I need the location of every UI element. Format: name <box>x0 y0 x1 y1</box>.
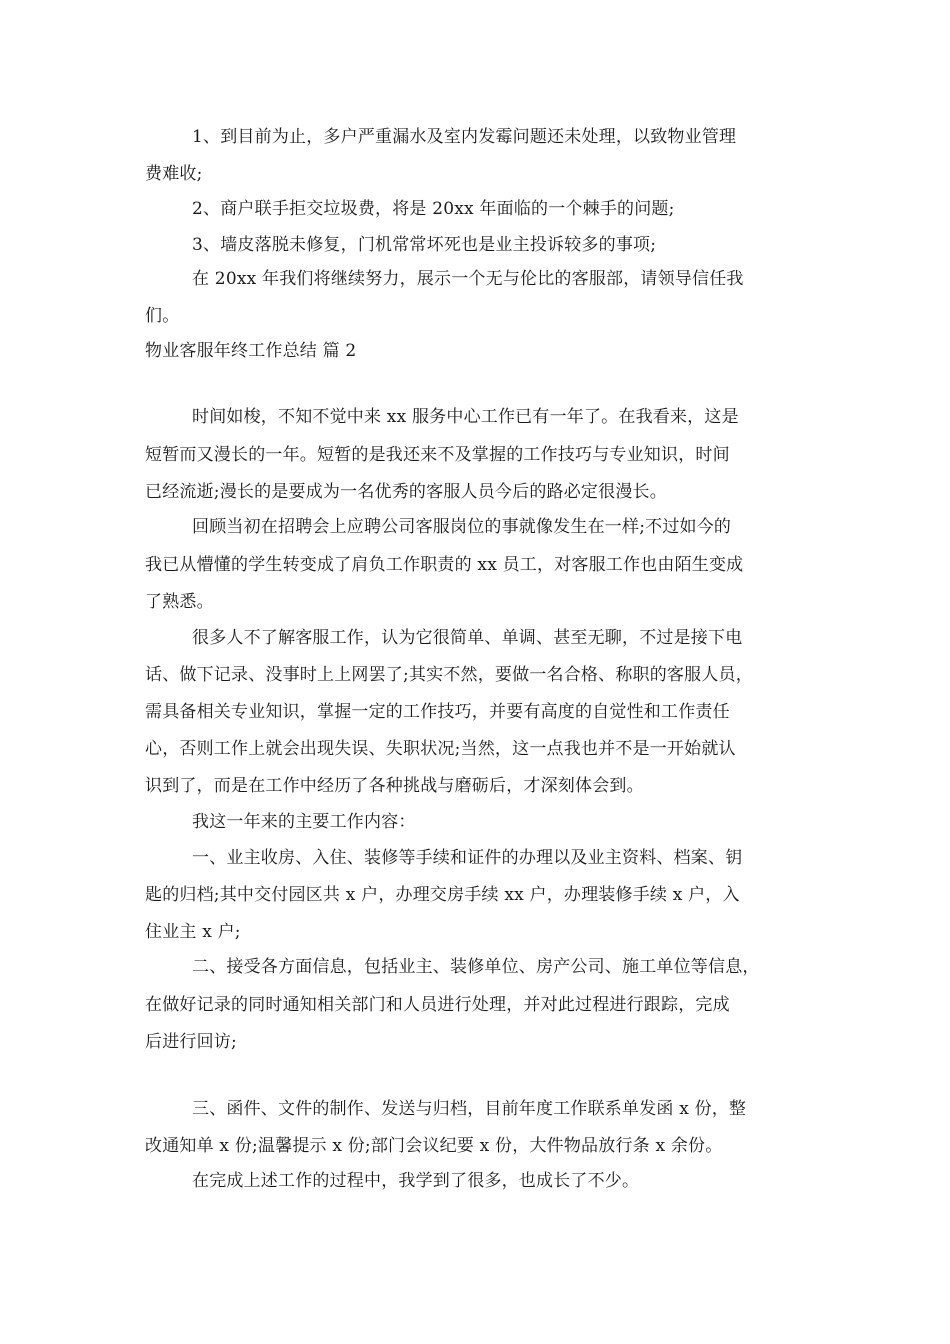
text-line: 在完成上述工作的过程中，我学到了很多，也成长了不少。 <box>192 1171 640 1191</box>
text-line: 1、到目前为止，多户严重漏水及室内发霉问题还未处理，以致物业管理 <box>192 127 737 147</box>
text-line: 改通知单 x 份;温馨提示 x 份;部门会议纪要 x 份，大件物品放行条 x 余份。 <box>145 1136 723 1156</box>
text-line: 我已从懵懂的学生转变成了肩负工作职责的 xx 员工，对客服工作也由陌生变成 <box>145 555 744 575</box>
section-heading: 物业客服年终工作总结 篇 2 <box>145 341 357 361</box>
text-line: 费难收; <box>145 164 203 184</box>
text-line: 后进行回访; <box>145 1032 237 1052</box>
text-line: 二、接受各方面信息，包括业主、装修单位、房产公司、施工单位等信息， <box>192 957 760 977</box>
text-line: 回顾当初在招聘会上应聘公司客服岗位的事就像发生在一样;不过如今的 <box>192 517 732 537</box>
text-line: 了熟悉。 <box>145 592 214 612</box>
text-line: 时间如梭，不知不觉中来 xx 服务中心工作已有一年了。在我看来，这是 <box>192 407 739 427</box>
text-line: 我这一年来的主要工作内容： <box>192 812 416 832</box>
text-line: 识到了，而是在工作中经历了各种挑战与磨砺后，才深刻体会到。 <box>145 776 644 796</box>
text-line: 很多人不了解客服工作，认为它很简单、单调、甚至无聊，不过是接下电 <box>192 628 743 648</box>
text-line: 短暂而又漫长的一年。短暂的是我还来不及掌握的工作技巧与专业知识，时间 <box>145 445 730 465</box>
text-line: 心，否则工作上就会出现失误、失职状况;当然，这一点我也并不是一开始就认 <box>145 739 736 759</box>
text-line: 3、墙皮落脱未修复，门机常常坏死也是业主投诉较多的事项; <box>192 235 657 255</box>
text-line: 需具备相关专业知识，掌握一定的工作技巧，并要有高度的自觉性和工作责任 <box>145 702 730 722</box>
text-line: 在做好记录的同时通知相关部门和人员进行处理，并对此过程进行跟踪，完成 <box>145 995 730 1015</box>
text-line: 2、商户联手拒交垃圾费，将是 20xx 年面临的一个棘手的问题; <box>192 199 675 219</box>
text-line: 匙的归档;其中交付园区共 x 户，办理交房手续 xx 户，办理装修手续 x 户，入 <box>145 885 740 905</box>
text-line: 一、业主收房、入住、装修等手续和证件的办理以及业主资料、档案、钥 <box>192 848 743 868</box>
text-line: 住业主 x 户; <box>145 922 241 942</box>
text-line: 三、函件、文件的制作、发送与归档，目前年度工作联系单发函 x 份，整 <box>192 1099 747 1119</box>
text-line: 已经流逝;漫长的是要成为一名优秀的客服人员今后的路必定很漫长。 <box>145 482 667 502</box>
text-line: 们。 <box>145 306 180 326</box>
text-line: 话、做下记录、没事时上上网罢了;其实不然，要做一名合格、称职的客服人员， <box>145 665 753 685</box>
text-line: 在 20xx 年我们将继续努力，展示一个无与伦比的客服部，请领导信任我 <box>192 269 744 289</box>
